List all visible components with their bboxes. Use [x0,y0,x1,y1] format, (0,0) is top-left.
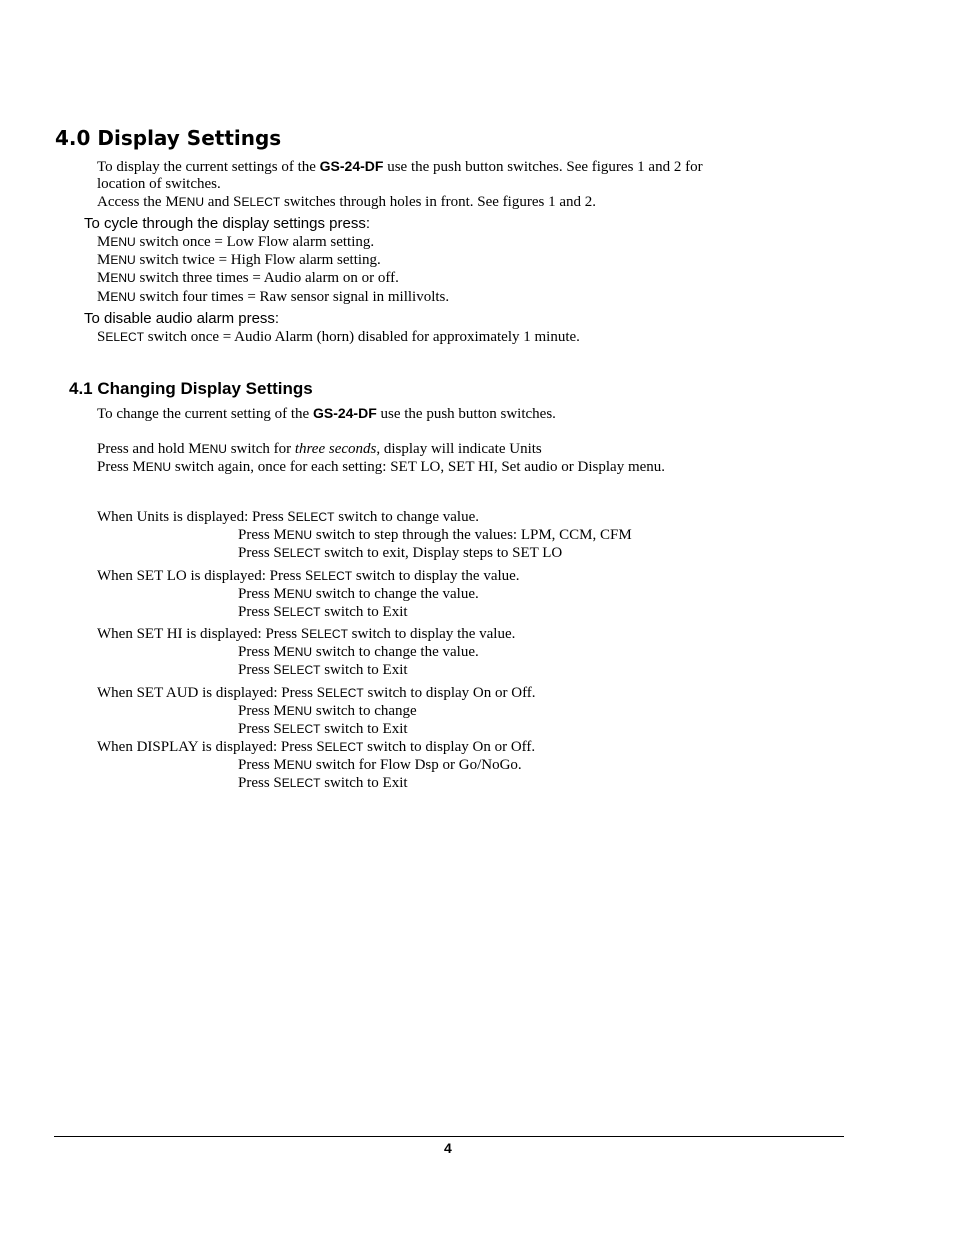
section-intro [97,404,556,423]
menu-word-rest: ENU [286,528,313,542]
step-text: Press [238,545,274,561]
menu-word-rest: ENU [110,253,136,267]
step-text: switch to change the value. [312,644,479,660]
select-word-rest: ELECT [241,195,281,209]
units-substep [238,544,562,562]
select-word-cap: S [316,685,326,701]
select-word-rest: ELECT [309,627,348,641]
section-heading: 4.1 Changing Display Settings [69,379,313,398]
step-text: Press [238,604,274,620]
step-text: switch for Flow Dsp or Go/NoGo. [312,757,522,773]
step-text: switch to step through the values: LPM, CCM, CFM [312,527,632,543]
select-word-cap: S [233,194,242,210]
select-word-cap: S [273,775,282,791]
step-text: When SET HI is displayed: Press [97,626,301,642]
page-title: 4.0 Display Settings [55,126,282,150]
select-word-rest: ELECT [324,740,364,754]
intro-line-1 [97,157,703,176]
select-word-rest: ELECT [281,722,321,736]
select-word-rest: ELECT [325,686,364,700]
hold-instruction [97,440,542,458]
section-intro-text: To change the current setting of the [97,406,313,422]
cycle-item-text: switch twice = High Flow alarm setting. [135,252,381,268]
select-word-cap: S [273,545,282,561]
intro-text: Access the [97,194,166,210]
disable-title: To disable audio alarm press: [84,310,280,327]
menu-word-cap: M [97,289,111,305]
disable-item [97,328,580,346]
select-word-rest: ELECT [105,330,145,344]
select-word-rest: ELECT [313,569,353,583]
display-substep [238,756,522,774]
select-word-cap: S [273,604,282,620]
again-text: switch again, once for each setting: SET LO, SET HI, Set audio or Display menu. [171,459,666,475]
select-word-cap: S [287,509,296,525]
cycle-item-text: switch once = Low Flow alarm setting. [135,234,375,250]
menu-word-rest: ENU [286,704,313,718]
model-name: GS-24-DF [312,405,377,421]
cycle-item-text: switch four times = Raw sensor signal in millivolts. [135,289,450,305]
select-word-cap: S [305,568,314,584]
hold-text: Press and hold [97,441,189,457]
hold-text: , display will indicate Units [376,441,542,457]
step-text: Press [238,757,274,773]
menu-word-cap: M [165,194,179,210]
step-text: Press [238,586,274,602]
display-step [97,738,535,756]
cycle-title: To cycle through the display settings press: [84,215,370,232]
select-word-rest: ELECT [281,605,321,619]
step-text: switch to display On or Off. [363,739,536,755]
setaud-step [97,684,536,702]
footer-rule [54,1136,844,1137]
sethi-substep [238,661,408,679]
step-text: Press [238,703,274,719]
step-text: switch to display the value. [352,568,520,584]
step-text: switch to display On or Off. [363,685,536,701]
menu-word-cap: M [273,703,287,719]
setlo-step [97,567,520,585]
step-text: Press [238,662,274,678]
menu-word-cap: M [132,459,146,475]
menu-word-cap: M [273,527,287,543]
menu-word-cap: M [273,644,287,660]
step-text: Press [238,644,274,660]
menu-word-rest: ENU [178,195,204,209]
setlo-substep [238,585,479,603]
step-text: Press [238,775,274,791]
select-word-rest: ELECT [281,663,321,677]
select-word-rest: ELECT [281,546,321,560]
cycle-item [97,269,399,287]
menu-word-cap: M [97,252,111,268]
cycle-item [97,233,374,251]
menu-word-cap: M [273,586,287,602]
step-text: Press [238,527,274,543]
menu-word-cap: M [97,234,111,250]
units-step [97,508,479,526]
intro-text: switches through holes in front. See figures 1 and 2. [280,194,596,210]
menu-word-rest: ENU [286,645,313,659]
step-text: switch to exit, Display steps to SET LO [320,545,563,561]
setlo-substep [238,603,408,621]
step-text: When SET AUD is displayed: Press [97,685,317,701]
menu-word-rest: ENU [110,290,136,304]
cycle-item-text: switch three times = Audio alarm on or off. [135,270,399,286]
disable-item-text: switch once = Audio Alarm (horn) disabled for approximately 1 minute. [144,329,580,345]
step-text: switch to Exit [320,775,408,791]
again-text: Press [97,459,133,475]
intro-line-3 [97,193,596,211]
model-name: GS-24-DF [319,158,384,174]
select-word-cap: S [97,329,106,345]
step-text: switch to Exit [320,604,408,620]
hold-duration: three seconds [294,441,377,457]
step-text: switch to Exit [320,662,408,678]
step-text: Press [238,721,274,737]
step-text: When SET LO is displayed: Press [97,568,306,584]
step-text: switch to Exit [320,721,408,737]
select-word-cap: S [273,721,282,737]
page-number: 4 [444,1140,452,1156]
menu-word-cap: M [188,441,202,457]
step-text: switch to display the value. [347,626,516,642]
select-word-cap: S [300,626,310,642]
units-substep [238,526,632,544]
cycle-item [97,251,381,269]
menu-word-rest: ENU [110,235,136,249]
step-text: switch to change [312,703,417,719]
select-word-rest: ELECT [295,510,335,524]
intro-text: and [204,194,234,210]
menu-word-rest: ENU [145,460,172,474]
menu-word-cap: M [273,757,287,773]
step-text: When DISPLAY is displayed: Press [97,739,317,755]
section-intro-text: use the push button switches. [376,406,556,422]
menu-word-rest: ENU [201,442,227,456]
step-text: When Units is displayed: Press [97,509,288,525]
sethi-step [97,625,515,643]
menu-word-cap: M [97,270,111,286]
step-text: switch to change value. [334,509,479,525]
menu-word-rest: ENU [286,758,313,772]
sethi-substep [238,643,479,661]
intro-text: To display the current settings of the [97,159,320,175]
hold-text: switch for [226,441,295,457]
select-word-cap: S [273,662,282,678]
display-substep [238,774,408,792]
step-text: switch to change the value. [312,586,479,602]
intro-text: use the push button switches. See figures 1 and 2 for [383,159,703,175]
menu-word-rest: ENU [286,587,313,601]
intro-line-2: location of switches. [97,176,221,192]
select-word-rest: ELECT [281,776,321,790]
select-word-cap: S [316,739,325,755]
again-instruction [97,458,665,476]
menu-word-rest: ENU [110,271,136,285]
setaud-substep [238,720,408,738]
cycle-item [97,288,449,306]
setaud-substep [238,702,417,720]
